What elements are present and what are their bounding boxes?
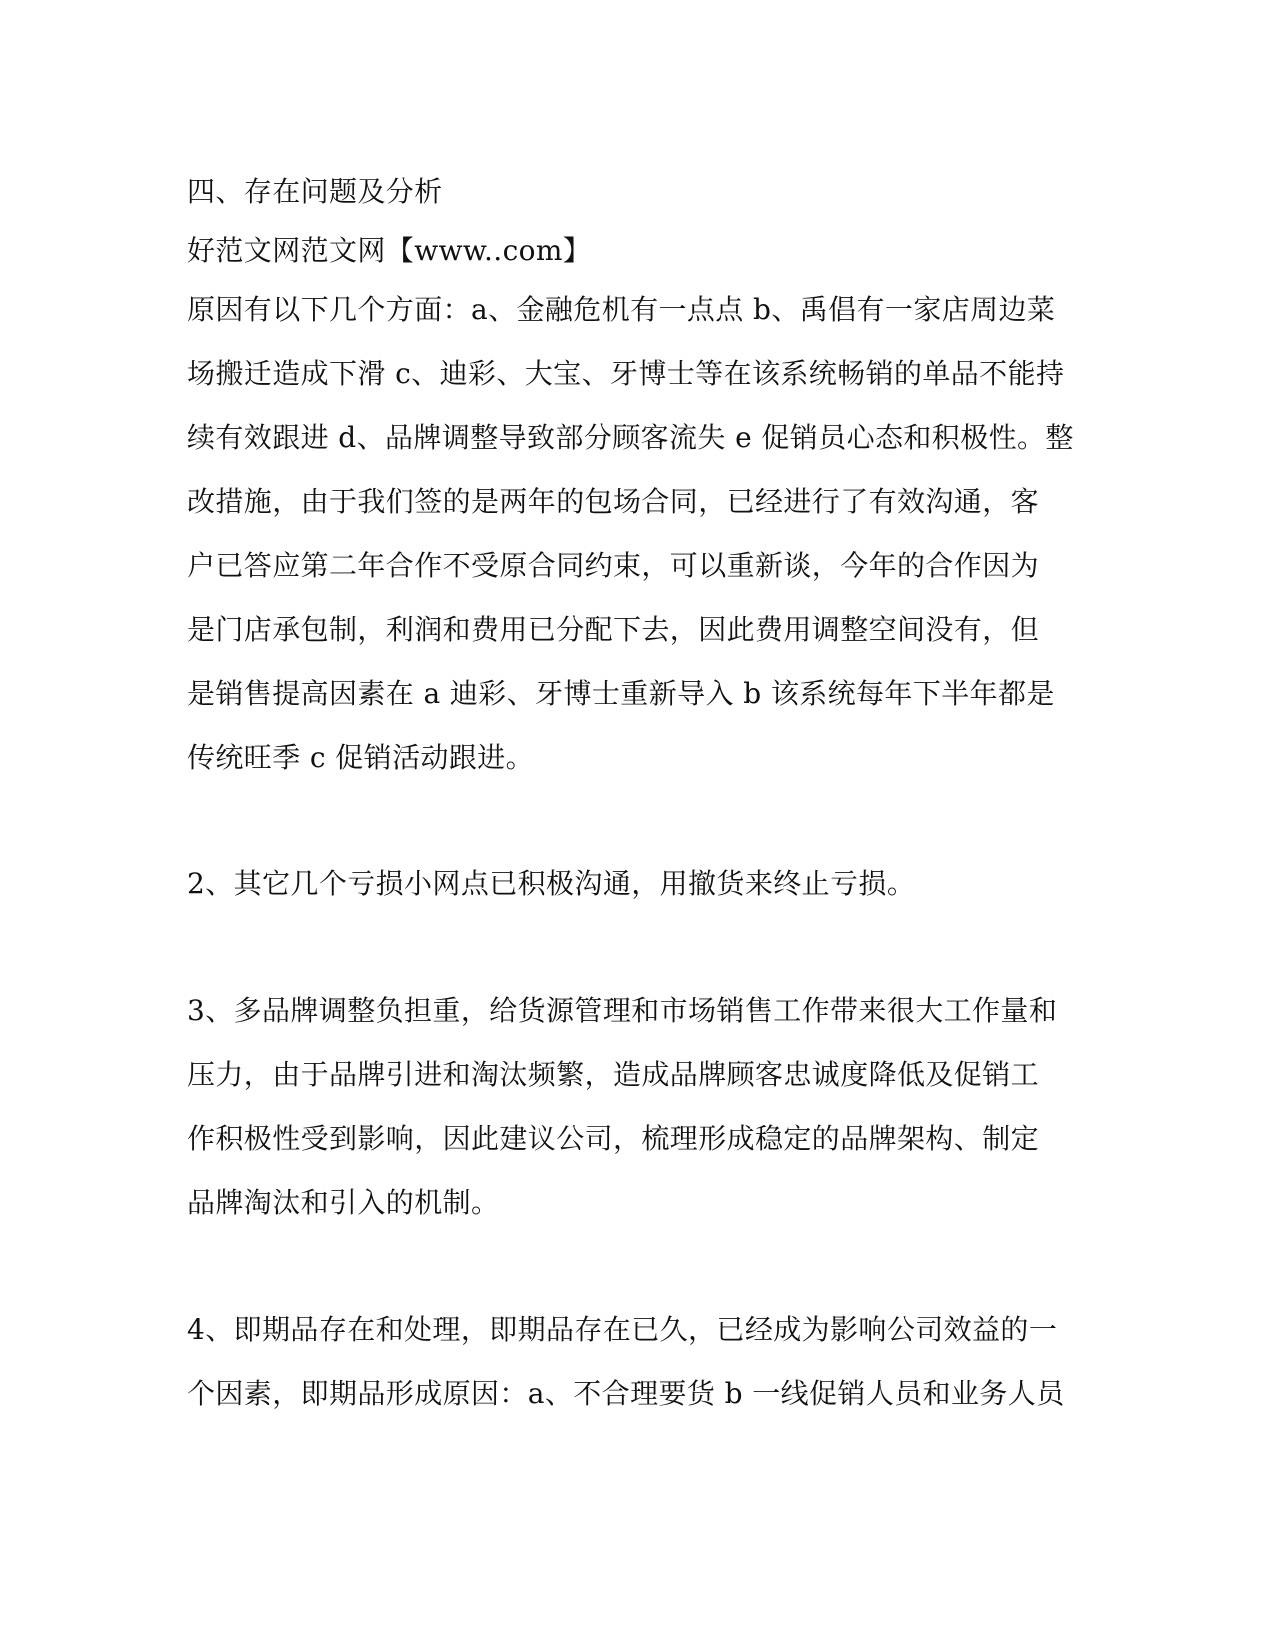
body-line: 作积极性受到影响，因此建议公司，梳理形成稳定的品牌架构、制定 bbox=[187, 1122, 1040, 1155]
body-line: 是门店承包制，利润和费用已分配下去，因此费用调整空间没有，但 bbox=[187, 613, 1040, 646]
body-line: 3、多品牌调整负担重，给货源管理和市场销售工作带来很大工作量和 bbox=[187, 994, 1058, 1027]
source-line: 好范文网范文网【www..com】 bbox=[187, 234, 592, 267]
section-heading: 四、存在问题及分析 bbox=[187, 175, 443, 208]
body-line: 品牌淘汰和引入的机制。 bbox=[187, 1186, 500, 1219]
body-line: 2、其它几个亏损小网点已积极沟通，用撤货来终止亏损。 bbox=[187, 867, 916, 900]
body-line: 4、即期品存在和处理，即期品存在已久，已经成为影响公司效益的一 bbox=[187, 1313, 1058, 1346]
body-line: 续有效跟进 d、品牌调整导致部分顾客流失 e 促销员心态和积极性。整 bbox=[187, 421, 1074, 454]
body-line: 传统旺季 c 促销活动跟进。 bbox=[187, 741, 535, 774]
body-line: 改措施，由于我们签的是两年的包场合同，已经进行了有效沟通，客 bbox=[187, 485, 1040, 518]
body-line: 原因有以下几个方面：a、金融危机有一点点 b、禹倡有一家店周边菜 bbox=[187, 293, 1056, 326]
body-line: 是销售提高因素在 a 迪彩、牙博士重新导入 b 该系统每年下半年都是 bbox=[187, 677, 1055, 710]
body-line: 场搬迁造成下滑 c、迪彩、大宝、牙博士等在该系统畅销的单品不能持 bbox=[187, 357, 1065, 390]
body-line: 个因素，即期品形成原因：a、不合理要货 b 一线促销人员和业务人员 bbox=[187, 1377, 1065, 1410]
body-line: 户已答应第二年合作不受原合同约束，可以重新谈，今年的合作因为 bbox=[187, 549, 1040, 582]
body-line: 压力，由于品牌引进和淘汰频繁，造成品牌顾客忠诚度降低及促销工 bbox=[187, 1058, 1040, 1091]
